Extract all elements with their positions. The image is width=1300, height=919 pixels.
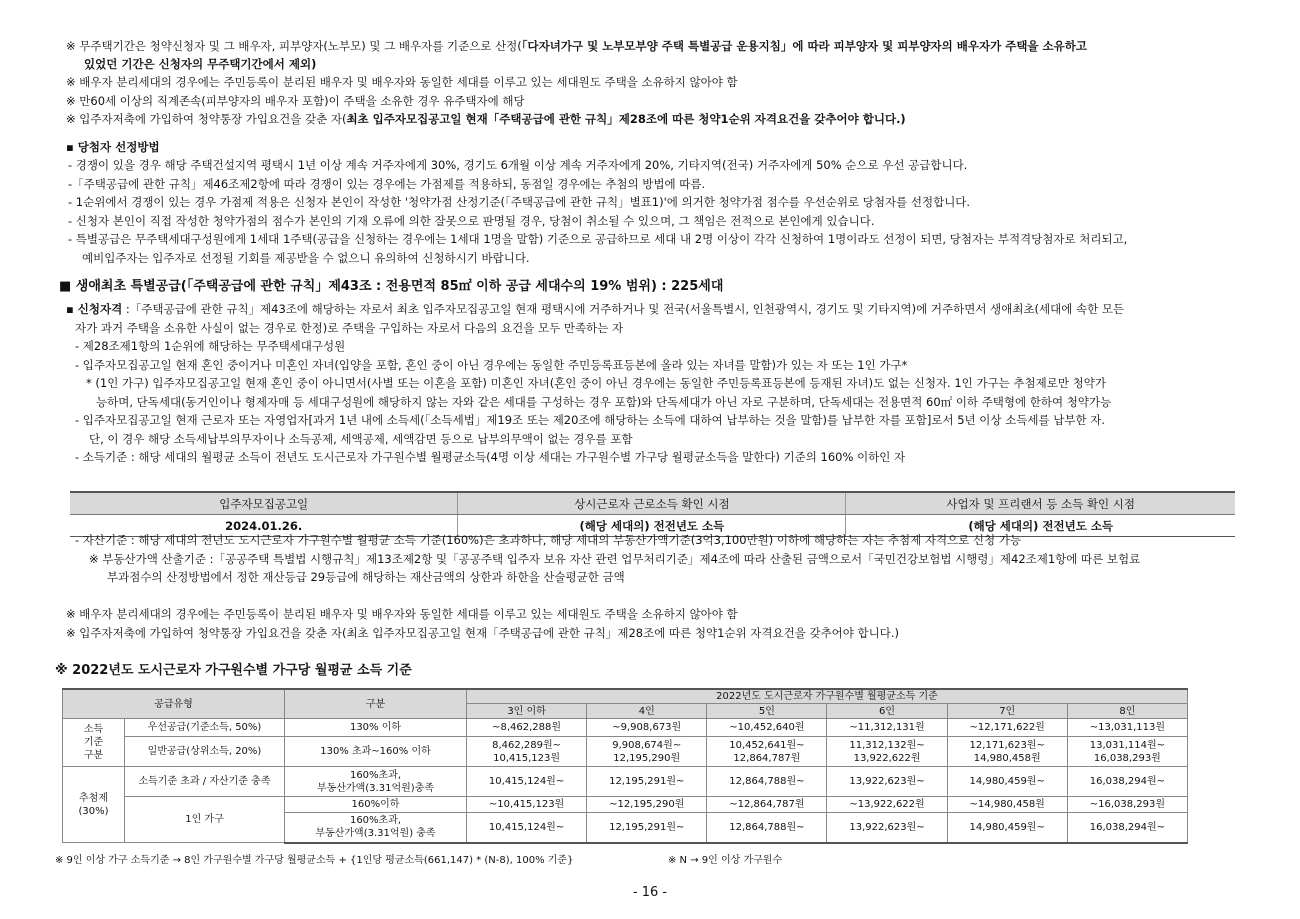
selection-line: - 경쟁이 있을 경우 해당 주택건설지역 평택시 1년 이상 계속 거주자에게 30%, 경기도 6개월 이상 계속 거주자에게 20%, 기타지역(전국) 거주자에게 50% 순으로 우선 공급합니다. (68, 158, 968, 172)
table-cell: 8,462,289원~ 10,415,123원 (467, 737, 587, 767)
table-cell: 13,031,114원~ 16,038,293원 (1067, 737, 1187, 767)
qualification-line: 단, 이 경우 해당 소득세납부의무자이나 소득공제, 세액공제, 세액감면 등으로 납부의무액이 없는 경우를 포함 (89, 432, 633, 446)
qualification-line: - 소득기준 : 해당 세대의 월평균 소득이 전년도 도시근로자 가구원수별 월평균소득(4명 이상 세대는 가구원수별 가구당 월평균소득을 말한다) 기준의 160% 이하인 자 (75, 450, 906, 464)
income-standard-table (62, 688, 1188, 844)
table-row (63, 767, 1188, 797)
household-size-header: 4인 (587, 704, 707, 719)
table-cell: 16,038,294원~ (1067, 767, 1187, 797)
table-cell: 일반공급(상위소득, 20%) (125, 737, 285, 767)
table-cell: 14,980,459원~ (947, 813, 1067, 843)
table-cell: 우선공급(기준소득, 50%) (125, 719, 285, 737)
table-header-cell: 상시근로자 근로소득 확인 시점 (458, 492, 846, 515)
qualification-line: - 입주자모집공고일 현재 근로자 또는 자영업자[과거 1년 내에 소득세(「소득세법」제19조 또는 제20조에 해당하는 소득에 대하여 납부하는 것을 말함)를 납부한 자를 포함]로서 5년 이상 소득세를 납부한 자. (75, 413, 1106, 427)
group-cell: 소득 기준 구분 (63, 719, 125, 767)
note-line: ※ 만60세 이상의 직계존속(피부양자의 배우자 포함)이 주택을 소유한 경우 유주택자에 해당 (66, 94, 525, 108)
qualification-text: :「주택공급에 관한 규칙」제43조에 해당하는 자로서 최초 입주자모집공고일 현재 평택시에 거주하거나 및 전국(서울특별시, 인천광역시, 경기도 및 기타지역)에 거주하면서 생애최초(세대에 속한 모든 (122, 302, 1125, 316)
table-cell: (해당 세대의) 전전년도 소득 (846, 515, 1235, 537)
table-cell: ~13,922,622원 (827, 797, 947, 813)
table-cell: ~10,452,640원 (707, 719, 827, 737)
table-header-cell: 입주자모집공고일 (70, 492, 458, 515)
table-cell: 11,312,132원~ 13,922,622원 (827, 737, 947, 767)
table-cell: ~14,980,458원 (947, 797, 1067, 813)
division-header: 구분 (285, 689, 467, 719)
table-cell: 2024.01.26. (70, 515, 458, 537)
table-cell: ~10,415,123원 (467, 797, 587, 813)
asset-line: ※ 부동산가액 산출기준 :「공공주택 특별법 시행규칙」제13조제2항 및「공공주택 입주자 보유 자산 관련 업무처리기준」제4조에 따라 산출된 금액으로서「국민건강보험법 시행령」제42조제1항에 따른 보험료 (89, 552, 1141, 566)
table-cell: 10,415,124원~ (467, 813, 587, 843)
qualification-line: - 제28조제1항의 1순위에 해당하는 무주택세대구성원 (75, 339, 346, 353)
note-text: ※ 무주택기간은 청약신청자 및 그 배우자, 피부양자(노부모) 및 그 배우자를 기준으로 산정( (66, 39, 522, 53)
group-cell: 추첨제 (30%) (63, 767, 125, 843)
asset-line: 부과점수의 산정방법에서 정한 재산등급 29등급에 해당하는 재산금액의 상한과 하한을 산술평균한 금액 (107, 570, 625, 584)
table-cell: ~11,312,131원 (827, 719, 947, 737)
table-cell: 130% 이하 (285, 719, 467, 737)
household-size-header: 3인 이하 (467, 704, 587, 719)
table-cell: ~16,038,293원 (1067, 797, 1187, 813)
table-cell: 12,195,291원~ (587, 813, 707, 843)
qualification-line (66, 300, 1124, 318)
selection-line: - 1순위에서 경쟁이 있는 경우 가점제 적용은 신청자 본인이 작성한 '청약가점 산정기준(「주택공급에 관한 규칙」별표1)'에 의거한 청약가점 점수를 우선순위로 당첨자를 선정합니다. (68, 195, 971, 209)
income-group-header: 2022년도 도시근로자 가구원수별 월평균소득 기준 (467, 689, 1188, 704)
page-number: - 16 - (632, 885, 668, 900)
footnote: ※ N → 9인 이상 가구원수 (668, 855, 783, 866)
table-row (63, 737, 1188, 767)
qualification-line: 자가 과거 주택을 소유한 사실이 없는 경우로 한정)로 주택을 구입하는 자로서 다음의 요건을 모두 만족하는 자 (75, 321, 624, 335)
note-bold-text: 「다자녀가구 및 노부모부양 주택 특별공급 운용지침」에 따라 피부양자 및 피부양자의 배우자가 주택을 소유하고 (521, 39, 1087, 53)
table-cell: ~12,195,290원 (587, 797, 707, 813)
table-cell: ~8,462,288원 (467, 719, 587, 737)
selection-line: - 신청자 본인이 직접 작성한 청약가점의 점수가 본인의 기재 오류에 의한 잘못으로 판명될 경우, 당첨이 취소될 수 있으며, 그 책임은 전적으로 본인에게 있습니다. (68, 214, 875, 228)
table-header-cell: 사업자 및 프리랜서 등 소득 확인 시점 (846, 492, 1235, 515)
table-cell: 10,452,641원~ 12,864,787원 (707, 737, 827, 767)
table-cell: (해당 세대의) 전전년도 소득 (458, 515, 846, 537)
household-size-header: 7인 (947, 704, 1067, 719)
note-bold-text: 최초 입주자모집공고일 현재「주택공급에 관한 규칙」제28조에 따른 청약1순위 자격요건을 갖추어야 합니다.) (346, 112, 906, 126)
table-cell: 12,864,788원~ (707, 813, 827, 843)
note-line (66, 37, 1087, 55)
household-size-header: 5인 (707, 704, 827, 719)
household-size-header: 8인 (1067, 704, 1187, 719)
supply-type-header: 공급유형 (63, 689, 285, 719)
table-cell: ~9,908,673원 (587, 719, 707, 737)
selection-title: ▪ 당첨자 선정방법 (66, 140, 160, 154)
table-row (63, 719, 1188, 737)
note-line: ※ 배우자 분리세대의 경우에는 주민등록이 분리된 배우자 및 배우자와 동일한 세대를 이루고 있는 세대원도 주택을 소유하지 않아야 함 (66, 607, 738, 621)
selection-line: 예비입주자는 입주자로 선정될 기회를 제공받을 수 없으니 유의하여 신청하시기 바랍니다. (82, 251, 530, 265)
asset-line: - 자산기준 : 해당 세대의 전년도 도시근로자 가구원수별 월평균 소득 기준(160%)은 초과하나, 해당 세대의 부동산가액기준(3억3,100만원) 이하에 해당하는 자는 추첨제 자격으로 신청 가능 (75, 533, 1022, 547)
table-cell: 130% 초과~160% 이하 (285, 737, 467, 767)
table-cell: 12,864,788원~ (707, 767, 827, 797)
table-cell: ~12,171,622원 (947, 719, 1067, 737)
qualification-line: * (1인 가구) 입주자모집공고일 현재 혼인 중이 아니면서(사별 또는 이혼을 포함) 미혼인 자녀(혼인 중이 아닌 경우에는 동일한 주민등록표등본에 등재된 자녀)도 없는 신청자. 1인 가구는 추첨제로만 청약가 (86, 376, 1106, 390)
table-header-row (70, 492, 1235, 515)
table-cell: 160%초과, 부동산가액(3.31억원) 충족 (285, 813, 467, 843)
qualification-label: ▪ 신청자격 (66, 302, 123, 316)
table-cell: 소득기준 초과 / 자산기준 충족 (125, 767, 285, 797)
footnote: ※ 9인 이상 가구 소득기준 → 8인 가구원수별 가구당 월평균소득 + {1인당 평균소득(661,147) * (N-8), 100% 기준} (55, 855, 574, 866)
note-text: ※ 입주자저축에 가입하여 청약통장 가입요건을 갖춘 자( (66, 112, 347, 126)
section-title: ■ 생애최초 특별공급(「주택공급에 관한 규칙」제43조 : 전용면적 85㎡ 이하 공급 세대수의 19% 범위) : 225세대 (59, 279, 724, 294)
qualification-line: - 입주자모집공고일 현재 혼인 중이거나 미혼인 자녀(입양을 포함, 혼인 중이 아닌 경우에는 동일한 주민등록표등본에 올라 있는 자녀를 말함)가 있는 자 또는 1인 가구* (75, 358, 908, 372)
table-cell: 13,922,623원~ (827, 813, 947, 843)
household-size-header: 6인 (827, 704, 947, 719)
selection-line: - 특별공급은 무주택세대구성원에게 1세대 1주택(공급을 신청하는 경우에는 1세대 1명을 말함) 기준으로 공급하므로 세대 내 2명 이상이 각각 신청하여 1명이라도 선정이 되면, 당첨자는 부적격당첨자로 처리되고, (68, 232, 1128, 246)
table-cell: 10,415,124원~ (467, 767, 587, 797)
table-cell: 9,908,674원~ 12,195,290원 (587, 737, 707, 767)
qualification-line: 능하며, 단독세대(동거인이나 형제자매 등 세대구성원에 해당하지 않는 자와 같은 세대를 구성하는 경우 포함)와 단독세대가 아닌 자로 구분하며, 단독세대는 전용면적 60㎡ 이하 주택형에 한하여 청약가능 (96, 395, 1112, 409)
table-cell: 14,980,459원~ (947, 767, 1067, 797)
note-line (66, 110, 906, 128)
table-cell: 160%이하 (285, 797, 467, 813)
table-cell: 160%초과, 부동산가액(3.31억원)충족 (285, 767, 467, 797)
table-cell: ~12,864,787원 (707, 797, 827, 813)
income-standard-title: ※ 2022년도 도시근로자 가구원수별 가구당 월평균 소득 기준 (55, 663, 412, 678)
table-cell: 13,922,623원~ (827, 767, 947, 797)
table-row (63, 797, 1188, 813)
note-line: ※ 배우자 분리세대의 경우에는 주민등록이 분리된 배우자 및 배우자와 동일한 세대를 이루고 있는 세대원도 주택을 소유하지 않아야 함 (66, 75, 738, 89)
table-cell: ~13,031,113원 (1067, 719, 1187, 737)
note-line: 있었던 기간은 신청자의 무주택기간에서 제외) (84, 57, 317, 71)
table-cell: 12,195,291원~ (587, 767, 707, 797)
table-cell: 1인 가구 (125, 797, 285, 843)
selection-line: -「주택공급에 관한 규칙」제46조제2항에 따라 경쟁이 있는 경우에는 가점제를 적용하되, 동점일 경우에는 추첨의 방법에 따름. (68, 177, 706, 191)
table-cell: 12,171,623원~ 14,980,458원 (947, 737, 1067, 767)
note-line: ※ 입주자저축에 가입하여 청약통장 가입요건을 갖춘 자(최초 입주자모집공고일 현재「주택공급에 관한 규칙」제28조에 따른 청약1순위 자격요건을 갖추어야 합니다.) (66, 626, 900, 640)
table-header-row (63, 689, 1188, 704)
table-cell: 16,038,294원~ (1067, 813, 1187, 843)
